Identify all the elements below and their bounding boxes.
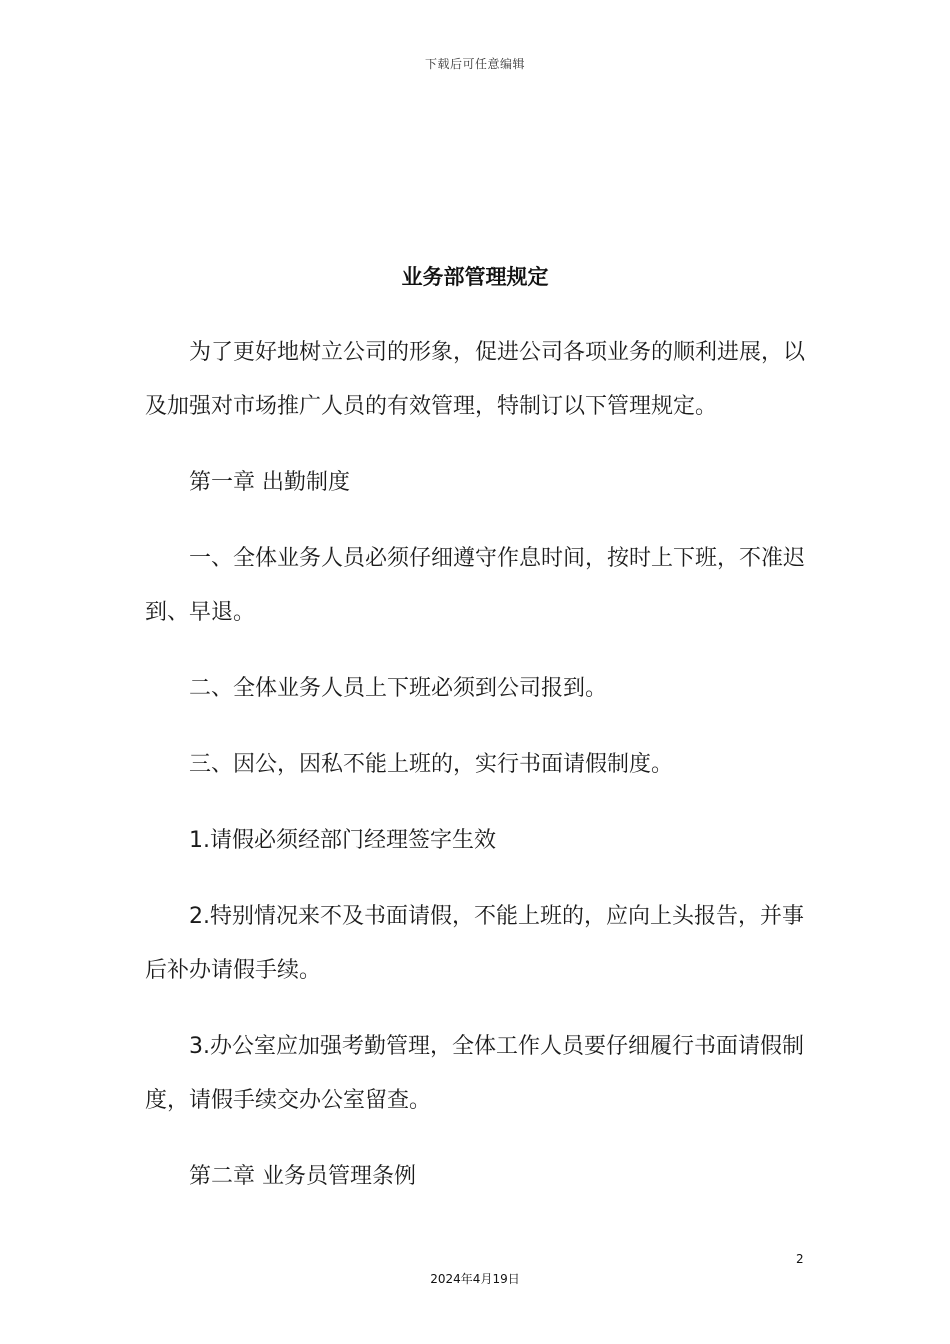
paragraph-intro: 为了更好地树立公司的形象，促进公司各项业务的顺利进展，以及加强对市场推广人员的有效管理，特制订以下管理规定。 (145, 340, 806, 419)
page-number: 2 (796, 1252, 804, 1266)
footer-date: 2024年4月19日 (430, 1272, 520, 1286)
chapter-heading-2: 第二章 业务员管理条例 (189, 1164, 416, 1189)
paragraph-rule-1: 一、全体业务人员必须仔细遵守作息时间，按时上下班，不准迟到、早退。 (145, 546, 806, 625)
paragraph-item-2: 2.特别情况来不及书面请假，不能上班的，应向上头报告，并事后补办请假手续。 (145, 904, 804, 983)
paragraph-rule-2: 二、全体业务人员上下班必须到公司报到。 (189, 676, 608, 701)
header-note: 下载后可任意编辑 (424, 57, 525, 71)
document-body (145, 326, 805, 1204)
paragraph-item-3: 3.办公室应加强考勤管理，全体工作人员要仔细履行书面请假制度，请假手续交办公室留查。 (145, 1034, 804, 1113)
chapter-heading-1: 第一章 出勤制度 (189, 470, 350, 495)
paragraph-item-1: 1.请假必须经部门经理签字生效 (189, 828, 496, 853)
paragraph-rule-3: 三、因公，因私不能上班的，实行书面请假制度。 (189, 752, 674, 777)
document-title: 业务部管理规定 (401, 265, 549, 289)
